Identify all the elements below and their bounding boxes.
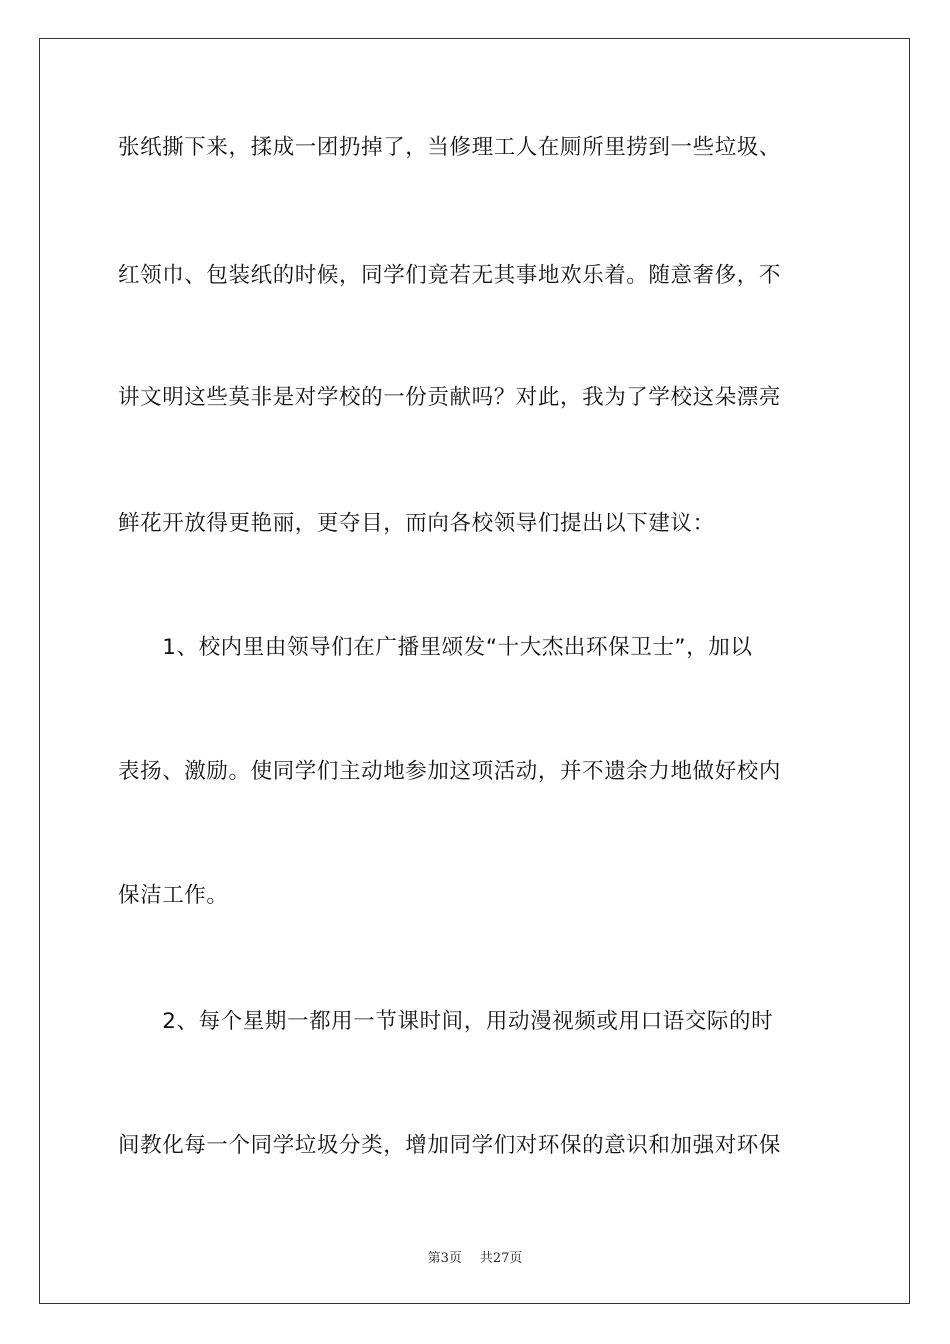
body-line-3: 讲文明这些莫非是对学校的一份贡献吗？对此，我为了学校这朵漂亮 (118, 385, 782, 410)
body-line-4: 鲜花开放得更艳丽，更夺目，而向各校领导们提出以下建议： (118, 511, 715, 536)
body-line-2: 红领巾、包装纸的时候，同学们竟若无其事地欢乐着。随意奢侈，不 (118, 263, 782, 288)
body-line-9: 间教化每一个同学垃圾分类，增加同学们对环保的意识和加强对环保 (118, 1133, 782, 1158)
body-line-5: 1、校内里由领导们在广播里颂发“十大杰出环保卫士”，加以 (118, 635, 753, 660)
page-total: 共27页 (479, 1251, 523, 1266)
page-frame (39, 38, 910, 1304)
body-line-6: 表扬、激励。使同学们主动地参加这项活动，并不遗余力地做好校内 (118, 759, 782, 784)
page-footer (0, 1247, 950, 1266)
body-line-7: 保洁工作。 (118, 883, 229, 908)
body-line-1: 张纸撕下来，揉成一团扔掉了，当修理工人在厕所里捞到一些垃圾、 (118, 135, 782, 160)
page-number: 第3页 (427, 1251, 462, 1266)
body-line-8: 2、每个星期一都用一节课时间，用动漫视频或用口语交际的时 (118, 1009, 774, 1034)
